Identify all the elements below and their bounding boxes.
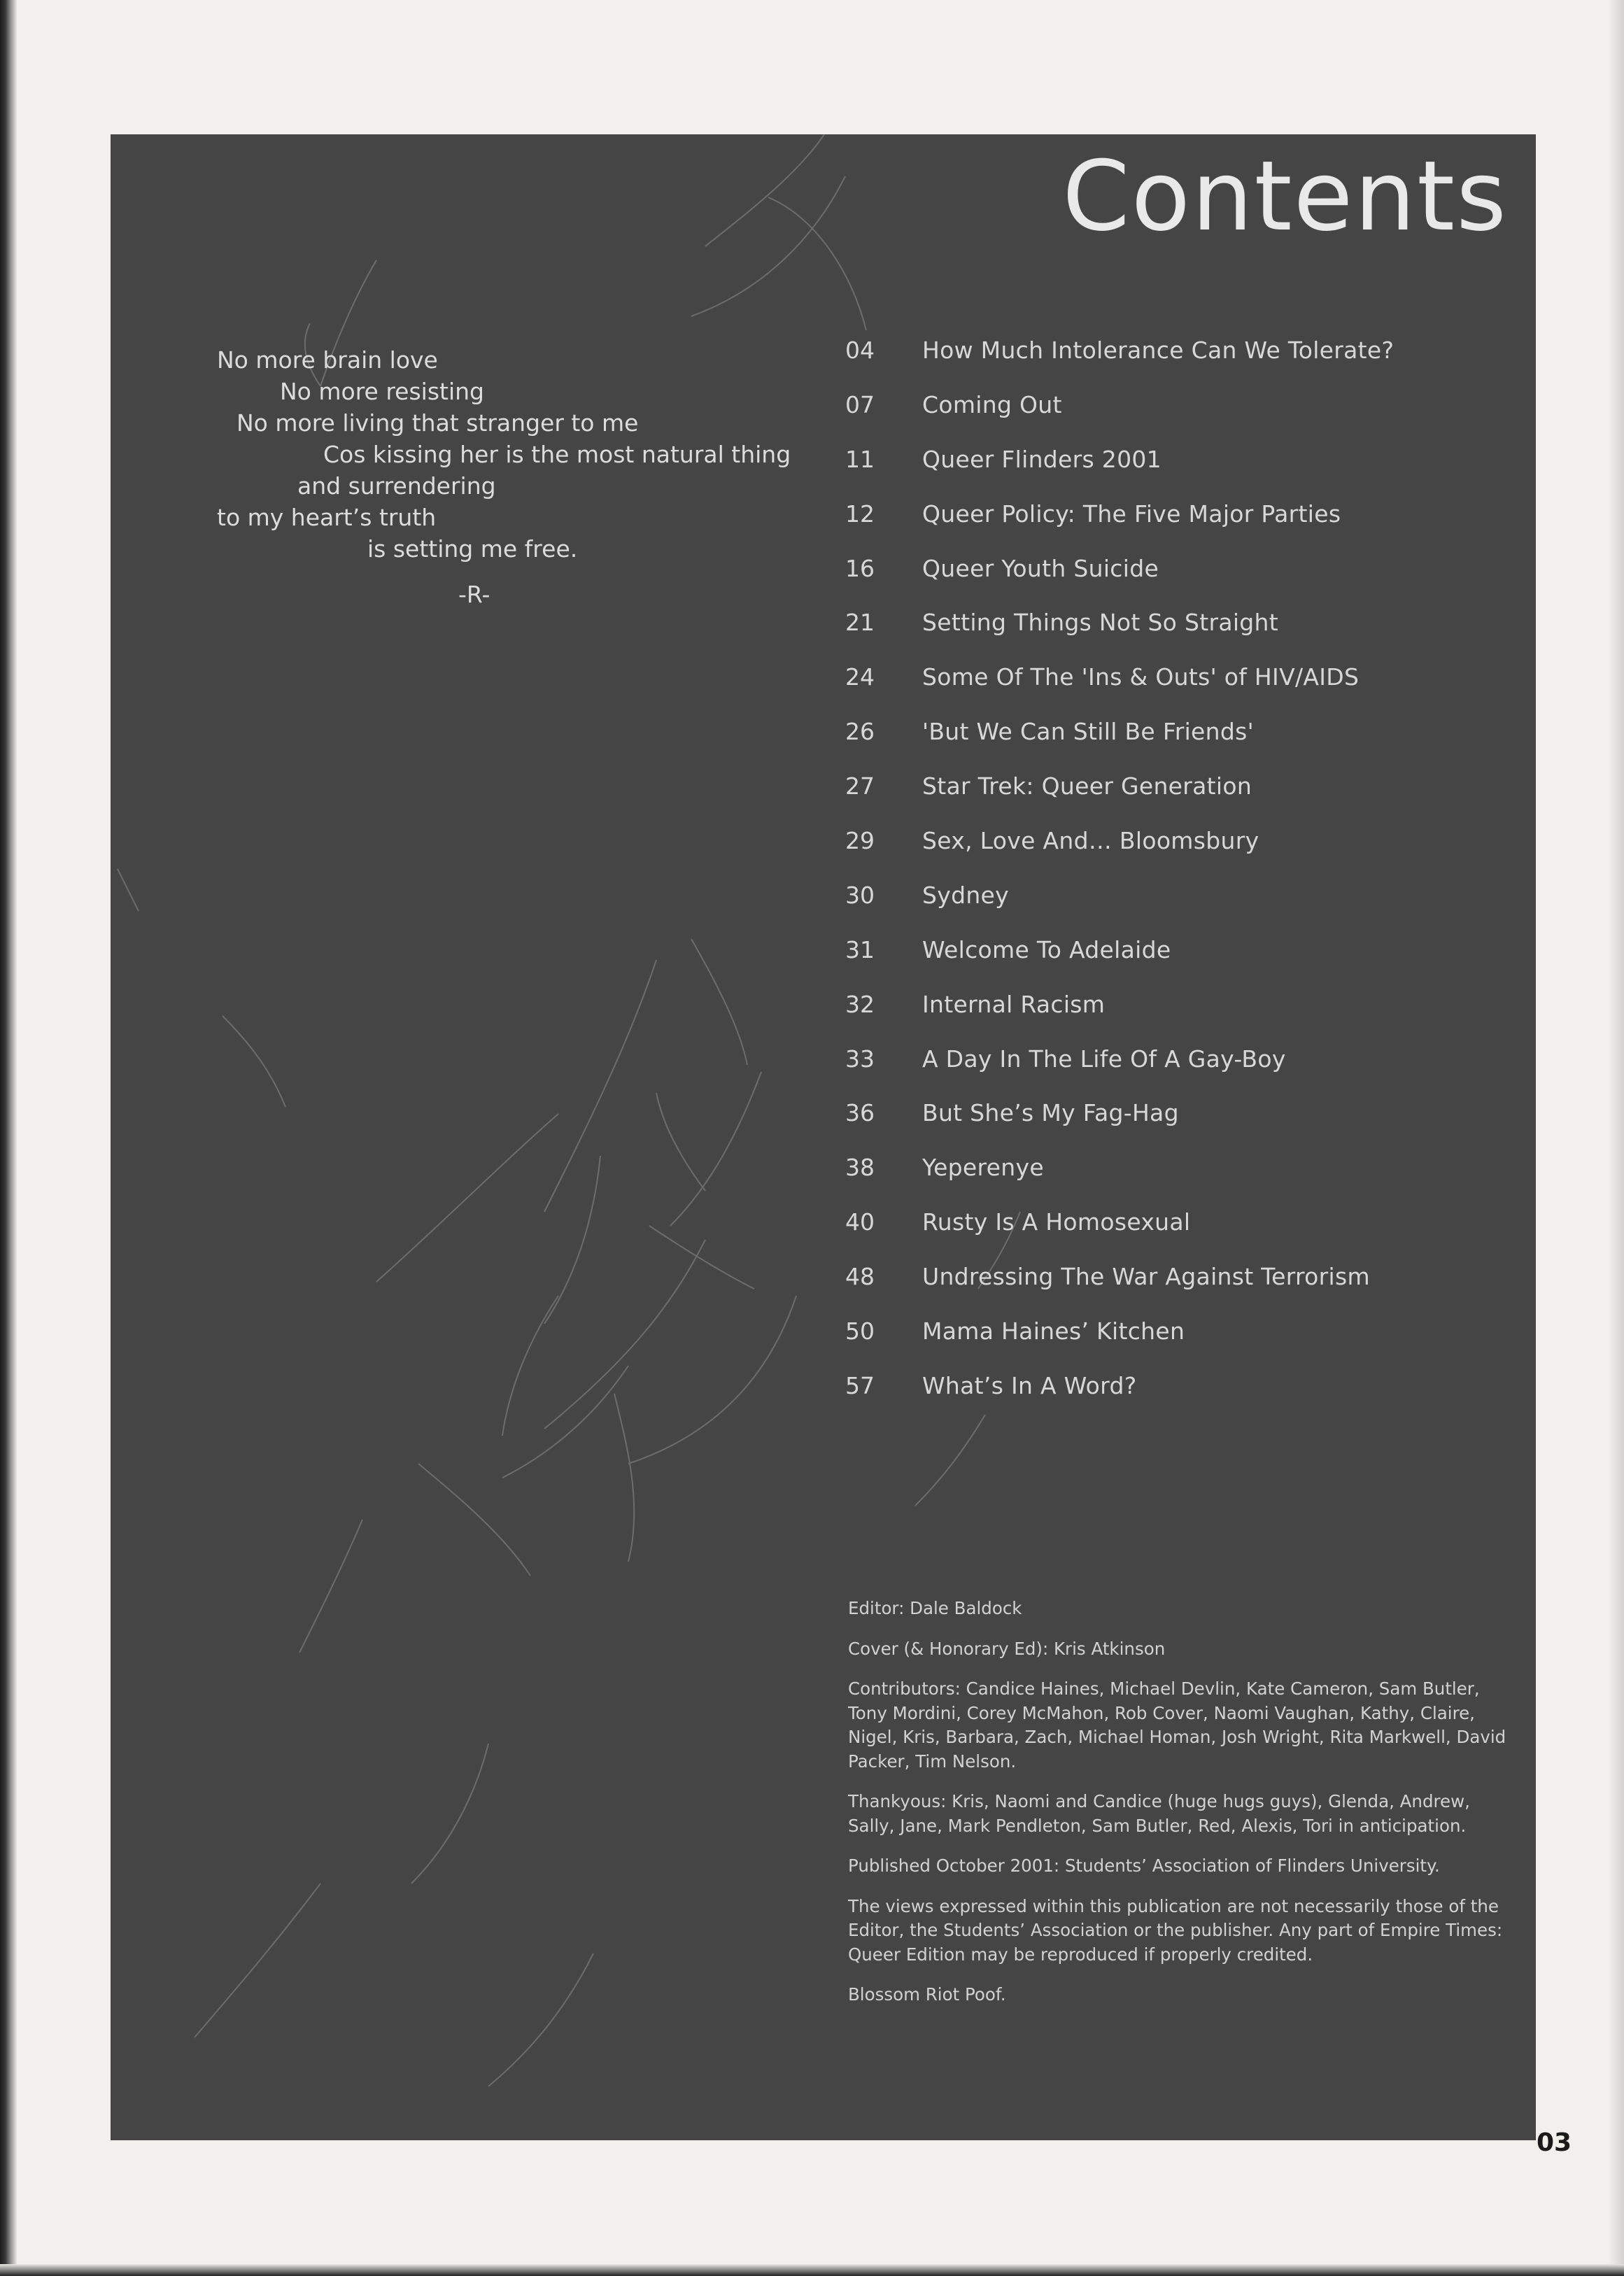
toc-title: Sydney [922,881,1009,909]
poem-line: is setting me free. [367,535,578,563]
toc-entry [845,1373,1517,1427]
toc-title: Queer Flinders 2001 [922,445,1161,473]
toc-entry [845,337,1517,392]
toc-page-number: 27 [845,772,875,800]
toc-entry [845,1209,1517,1264]
toc-page-number: 57 [845,1371,875,1399]
poem-line: No more living that stranger to me [236,409,639,437]
poem-line: and surrendering [297,472,496,500]
toc-page-number: 30 [845,881,875,909]
toc-page-number: 07 [845,390,875,418]
toc-page-number: 29 [845,827,875,855]
toc-entry [845,609,1517,664]
toc-title: Some Of The 'Ins & Outs' of HIV/AIDS [922,663,1360,691]
toc-page-number: 26 [845,718,875,746]
toc-title: Setting Things Not So Straight [922,609,1279,637]
toc-page-number: 40 [845,1208,875,1236]
toc-page-number: 32 [845,990,875,1018]
toc-entry [845,991,1517,1046]
toc-title: Rusty Is A Homosexual [922,1208,1191,1236]
toc-title: Welcome To Adelaide [922,935,1171,963]
toc-page-number: 11 [845,445,875,473]
poem-signature: -R- [458,581,490,608]
toc-entry [845,1154,1517,1209]
toc-title: Sex, Love And… Bloomsbury [922,827,1259,855]
toc-title: Yeperenye [922,1154,1044,1182]
contents-panel [111,134,1536,2140]
toc-entry [845,501,1517,556]
toc-entry [845,1264,1517,1318]
toc-page-number: 33 [845,1045,875,1073]
credits-editor: Editor: Dale Baldock [848,1598,1022,1618]
toc-entry [845,1100,1517,1154]
toc-title: Internal Racism [922,990,1106,1018]
toc-page-number: 38 [845,1154,875,1182]
toc-title: How Much Intolerance Can We Tolerate? [922,337,1394,364]
poem [217,344,917,610]
toc-title: What’s In A Word? [922,1371,1137,1399]
toc-title: Star Trek: Queer Generation [922,772,1252,800]
credits-cover: Cover (& Honorary Ed): Kris Atkinson [848,1638,1166,1659]
toc-entry [845,446,1517,501]
toc-entry [845,719,1517,773]
table-of-contents [845,337,1517,1427]
toc-page-number: 31 [845,935,875,963]
toc-entry [845,556,1517,610]
poem-line: No more brain love [217,346,438,374]
toc-page-number: 16 [845,554,875,582]
poem-line: Cos kissing her is the most natural thing [323,441,791,468]
toc-page-number: 50 [845,1317,875,1345]
credits-signoff: Blossom Riot Poof. [848,1984,1006,2005]
toc-title: Mama Haines’ Kitchen [922,1317,1185,1345]
toc-title: But She’s My Fag-Hag [922,1099,1179,1127]
toc-entry [845,773,1517,828]
poem-line: No more resisting [280,378,485,405]
toc-title: Coming Out [922,390,1062,418]
toc-entry [845,392,1517,446]
toc-title: Undressing The War Against Terrorism [922,1263,1370,1291]
page-bottom-edge [0,2264,1624,2276]
toc-page-number: 21 [845,609,875,637]
toc-title: 'But We Can Still Be Friends' [922,718,1254,746]
credits-contributors: Contributors: Candice Haines, Michael Devlin, Kate Cameron, Sam Butler, Tony Mordini, Corey McMahon, Rob Cover, Naomi Vaughan, Kathy, Claire, Nigel, Kris, Barbara, Zach, Michael Homan, Josh Wright, Rita Markwell, David Packer, Tim Nelson. [848,1678,1506,1772]
toc-title: Queer Policy: The Five Major Parties [922,500,1341,528]
page-title: Contents [1062,140,1508,253]
toc-page-number: 36 [845,1099,875,1127]
toc-title: Queer Youth Suicide [922,554,1159,582]
toc-page-number: 24 [845,663,875,691]
credits-block [848,1597,1516,2023]
toc-entry [845,1318,1517,1373]
toc-page-number: 04 [845,337,875,364]
page-right-margin [1609,0,1624,2276]
page-binding-shadow [0,0,17,2276]
toc-page-number: 12 [845,500,875,528]
toc-entry [845,882,1517,937]
toc-entry [845,828,1517,882]
toc-entry [845,1046,1517,1101]
credits-disclaimer: The views expressed within this publication are not necessarily those of the Editor, the Students’ Association or the publisher. Any part of Empire Times: Queer Edition may be reproduced if properly credited. [848,1895,1503,1965]
page-number: 03 [1537,2128,1572,2157]
poem-line: to my heart’s truth [217,504,437,531]
credits-thankyous: Thankyous: Kris, Naomi and Candice (huge hugs guys), Glenda, Andrew, Sally, Jane, Mark Pendleton, Sam Butler, Red, Alexis, Tori in anticipation. [848,1791,1470,1836]
toc-entry [845,664,1517,719]
toc-entry [845,937,1517,991]
credits-published: Published October 2001: Students’ Association of Flinders University. [848,1856,1440,1876]
toc-page-number: 48 [845,1263,875,1291]
toc-title: A Day In The Life Of A Gay-Boy [922,1045,1286,1073]
